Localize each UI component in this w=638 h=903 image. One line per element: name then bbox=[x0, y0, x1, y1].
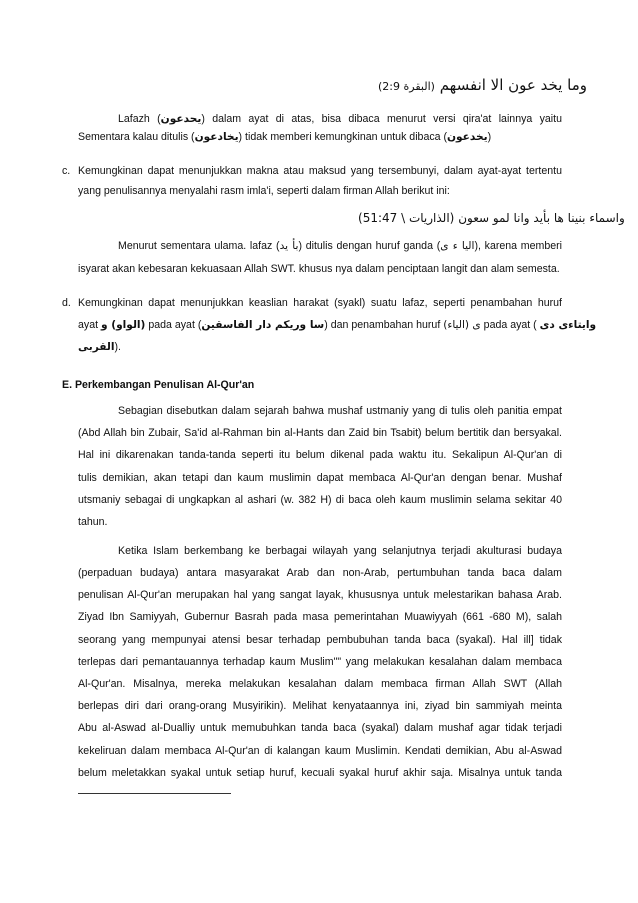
lafazh-line-1: Lafazh (يحدعون) dalam ayat di atas, bisa dibaca menurut versi qira'at lainnya yaitu bbox=[118, 113, 562, 125]
item-d-line-3: القربى). bbox=[78, 341, 122, 353]
para2-line: Ketika Islam berkembang ke berbagai wilayah yang selanjutnya terjadi akulturasi budaya bbox=[118, 545, 562, 557]
list-marker-c: c. bbox=[62, 165, 71, 177]
arabic-text: يحدعون bbox=[160, 113, 202, 125]
item-c-line-1: Kemungkinan dapat menunjukkan makna atau maksud yang tersembunyi, dalam ayat-ayat tertentu bbox=[78, 165, 562, 177]
footnote-divider bbox=[78, 793, 231, 794]
intro-ayat-ref: (البقرة 2:9) bbox=[378, 80, 435, 93]
para1-line: tulis demikian, akan tetapi dan kaum muslimin dapat membaca Al-Qur'an dengan benar. Mushaf bbox=[78, 472, 562, 484]
para2-line: (perpaduan budaya) antara masyarakat Arab dan non-Arab, pertumbuhan tanda baca dalam bbox=[78, 567, 562, 579]
section-heading: E. Perkembangan Penulisan Al-Qur'an bbox=[62, 379, 255, 391]
para1-line: Sebagian disebutkan dalam sejarah bahwa mushaf ustmaniy yang di tulis oleh panitia empat bbox=[118, 405, 562, 417]
arabic-text: ى (الياء) bbox=[443, 319, 481, 331]
item-c-ayat bbox=[358, 211, 625, 226]
intro-ayat bbox=[378, 76, 587, 96]
arabic-text: سا وريكم دار الفاسقين bbox=[201, 319, 325, 331]
item-c-line-2: yang penulisannya menyalahi rasm imla'i, seperti dalam firman Allah berikut ini: bbox=[78, 185, 450, 197]
arabic-text: (الواو) و bbox=[100, 319, 146, 331]
para2-line: Abu al-Aswad al-Dualliy untuk memubuhkan tanda baca (syakal) dalam mushaf agar tidak terjadi bbox=[78, 722, 562, 734]
para2-line: berlepas diri dari orang-orang Musyirikin). Melihat kenyataannya ini, ziyad bin sammiyah meinta bbox=[78, 700, 562, 712]
intro-ayat-arabic: وما يخد عون الا انفسهم bbox=[439, 76, 588, 94]
arabic-text: اليا ء ى bbox=[440, 240, 475, 252]
para2-line: seorang yang mempunyai atensi besar terhadap pembubuhan tanda baca (syakal). Hal ill] tidak bbox=[78, 634, 562, 646]
para2-line: Al-Qur'an. Misalnya, mereka melakukan kesalahan dalam membaca firman Allah SWT (Allah bbox=[78, 678, 562, 690]
item-c-ayat-ref: (الذاريات \ 51:47) bbox=[358, 211, 455, 225]
item-d-line-1: Kemungkinan dapat menunjukkan keaslian harakat (syakl) suatu lafaz, seperti penambahan huruf bbox=[78, 297, 562, 309]
item-c-para-line-2: isyarat akan kebesaran kekuasaan Allah SWT. khusus nya dalam penciptaan langit dan alam semesta. bbox=[78, 263, 560, 275]
arabic-text: يخدعون bbox=[447, 131, 488, 143]
para1-line: utsmaniy sebagai di ungkapkan al ashari (w. 382 H) di baca oleh kaum muslimin selama sekitar 40 bbox=[78, 494, 562, 506]
lafazh-line-2: Sementara kalau ditulis (يخادعون) tidak memberi kemungkinan untuk dibaca (يخدعون) bbox=[78, 131, 492, 143]
arabic-text: بأ يد bbox=[279, 240, 299, 252]
para2-line: belum meletakkan syakal untuk setiap huruf, kecuali syakal huruf akhir saja. Misalnya untuk tanda bbox=[78, 767, 562, 779]
para2-line: penulisan Al-Qur'an merupakan hal yang sangat layak, khususnya untuk melestarikan bahasa Arab. bbox=[78, 589, 562, 601]
arabic-text: يخادعون bbox=[194, 131, 239, 143]
item-c-para-line-1: Menurut sementara ulama. lafaz (بأ يد) ditulis dengan huruf ganda (اليا ء ى), karena memberi bbox=[118, 240, 562, 252]
para1-line: (Abd Allah bin Zubair, Sa'id al-Rahman bin al-Hants dan Zaid bin Tsabit) belum bertitik dan bersyakal. bbox=[78, 427, 562, 439]
list-marker-d: d. bbox=[62, 297, 71, 309]
para2-line: Ziyad Ibn Samiyyah, Gubernur Basrah pada masa pemerintahan Muawiyyah (661 -680 M), salah bbox=[78, 611, 562, 623]
item-c-ayat-arabic: واسماء بنينا ها بأيد وانا لمو سعون bbox=[458, 211, 625, 225]
para2-line: terlepas dari pemantauannya terhadap kaum Muslim"" yang melakukan kesalahan dalam membaca bbox=[78, 656, 562, 668]
arabic-text: القربى bbox=[78, 341, 115, 353]
item-d-line-2: ayat (الواو) و pada ayat (سا وريكم دار الفاسقين) dan penambahan huruf ى (الياء) pada ayat ( وايتاءى دى bbox=[78, 319, 597, 331]
para2-line: kekeliruan dalam membaca Al-Qur'an di kalangan kaum Muslimin. Kendati demikian, Abu al-Aswad bbox=[78, 745, 562, 757]
para1-line: tahun. bbox=[78, 516, 108, 528]
para1-line: Hal ini dikarenakan tanda-tanda seperti itu belum dikenal pada waktu itu. Sekalipun Al-Qur'an di bbox=[78, 449, 562, 461]
arabic-text: وايتاءى دى bbox=[539, 319, 597, 331]
